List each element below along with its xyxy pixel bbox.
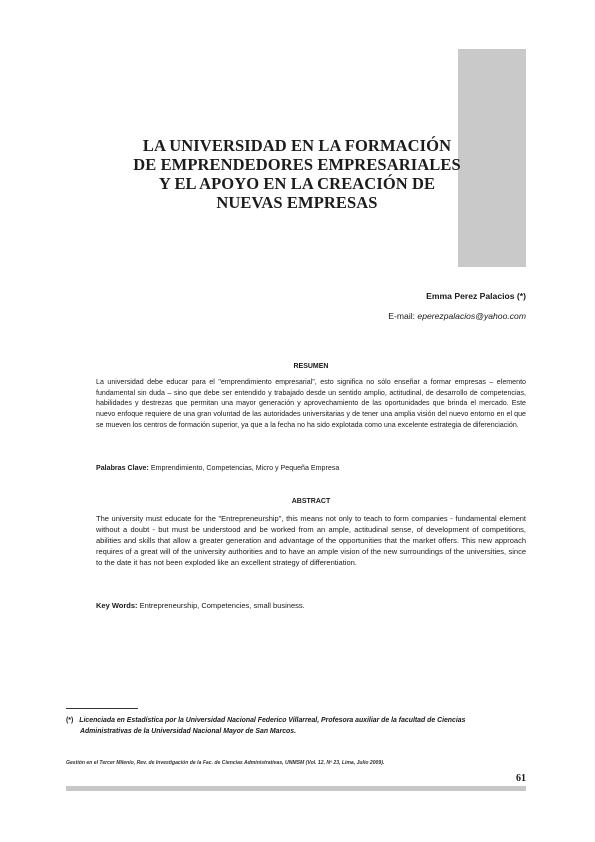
journal-citation: Gestión en el Tercer Milenio, Rev. de Investigación de la Fac. de Ciencias Administrativas, UNMSM (Vol. 12, Nº 23, Lima, Julio 2009). <box>66 760 385 766</box>
resumen-heading: RESUMEN <box>293 363 329 370</box>
resumen-text: La universidad debe educar para el "emprendimiento empresarial", esto significa no sólo enseñar a formar empresas – elemento fundamental sin duda – sino que debe ser entendido y trabajado desde un sentido amplio, actitudinal, de desarrollo de competencias, habilidades y destrezas que permitan una mayor generación y aprovechamiento de las oportunidades que brinda el mercado. Este nuevo enfoque requiere de una gran voluntad de las autoridades universitarias y de tener una amplia visión del nuevo entorno en el que se mueven los centros de formación superior, ya que a la fecha no ha sido explotada como una excelente estrategia de diferenciación. <box>96 378 526 429</box>
footnote-mark: (*) <box>66 717 74 724</box>
abstract-text: The university must educate for the "Entrepreneurship", this means not only to teach to form companies - fundamental element without a doubt - but must be understood and be worked from an ample, actitudinal sense, of development of competitions, abilities and skills that allow a greater generation and advantage of the opportunities that the market offers. This new approach requires of a great will of the university authorities and to have an ample vision of the new surroundings of the universities, since to the date it has not been exploded like an excellent strategy of differentiation. <box>96 514 526 567</box>
keywords-value: Emprendimiento, Competencias, Micro y Pequeña Empresa <box>150 464 340 472</box>
footnote-rule <box>66 708 138 709</box>
footnote <box>66 716 526 737</box>
title-line: NUEVAS EMPRESAS <box>216 193 378 212</box>
title-line: LA UNIVERSIDAD EN LA FORMACIÓN <box>142 136 452 155</box>
keywords-value: Entrepreneurship, Competencies, small business. <box>139 601 305 610</box>
title-line: DE EMPRENDEDORES EMPRESARIALES <box>133 155 461 174</box>
footnote-line: Licenciada en Estadística por la Universidad Nacional Federico Villarreal, Profesora auxiliar de la facultad de Ciencias <box>79 717 466 724</box>
abstract-heading: ABSTRACT <box>291 498 331 505</box>
author-name: Emma Perez Palacios (*) <box>426 291 526 301</box>
author-email <box>388 311 526 321</box>
email-label: E-mail: <box>388 311 416 321</box>
email-address[interactable]: eperezpalacios@yahoo.com <box>417 311 526 321</box>
resumen-keywords <box>96 464 526 472</box>
footnote-line: Administrativas de la Universidad Nacional Mayor de San Marcos. <box>80 727 296 735</box>
bottom-gray-rule <box>66 786 526 791</box>
keywords-label: Key Words: <box>96 601 138 610</box>
article-title <box>120 136 474 212</box>
abstract-keywords <box>96 601 526 610</box>
page-number: 61 <box>516 773 526 784</box>
keywords-label: Palabras Clave: <box>96 464 149 472</box>
title-line: Y EL APOYO EN LA CREACIÓN DE <box>158 174 436 193</box>
